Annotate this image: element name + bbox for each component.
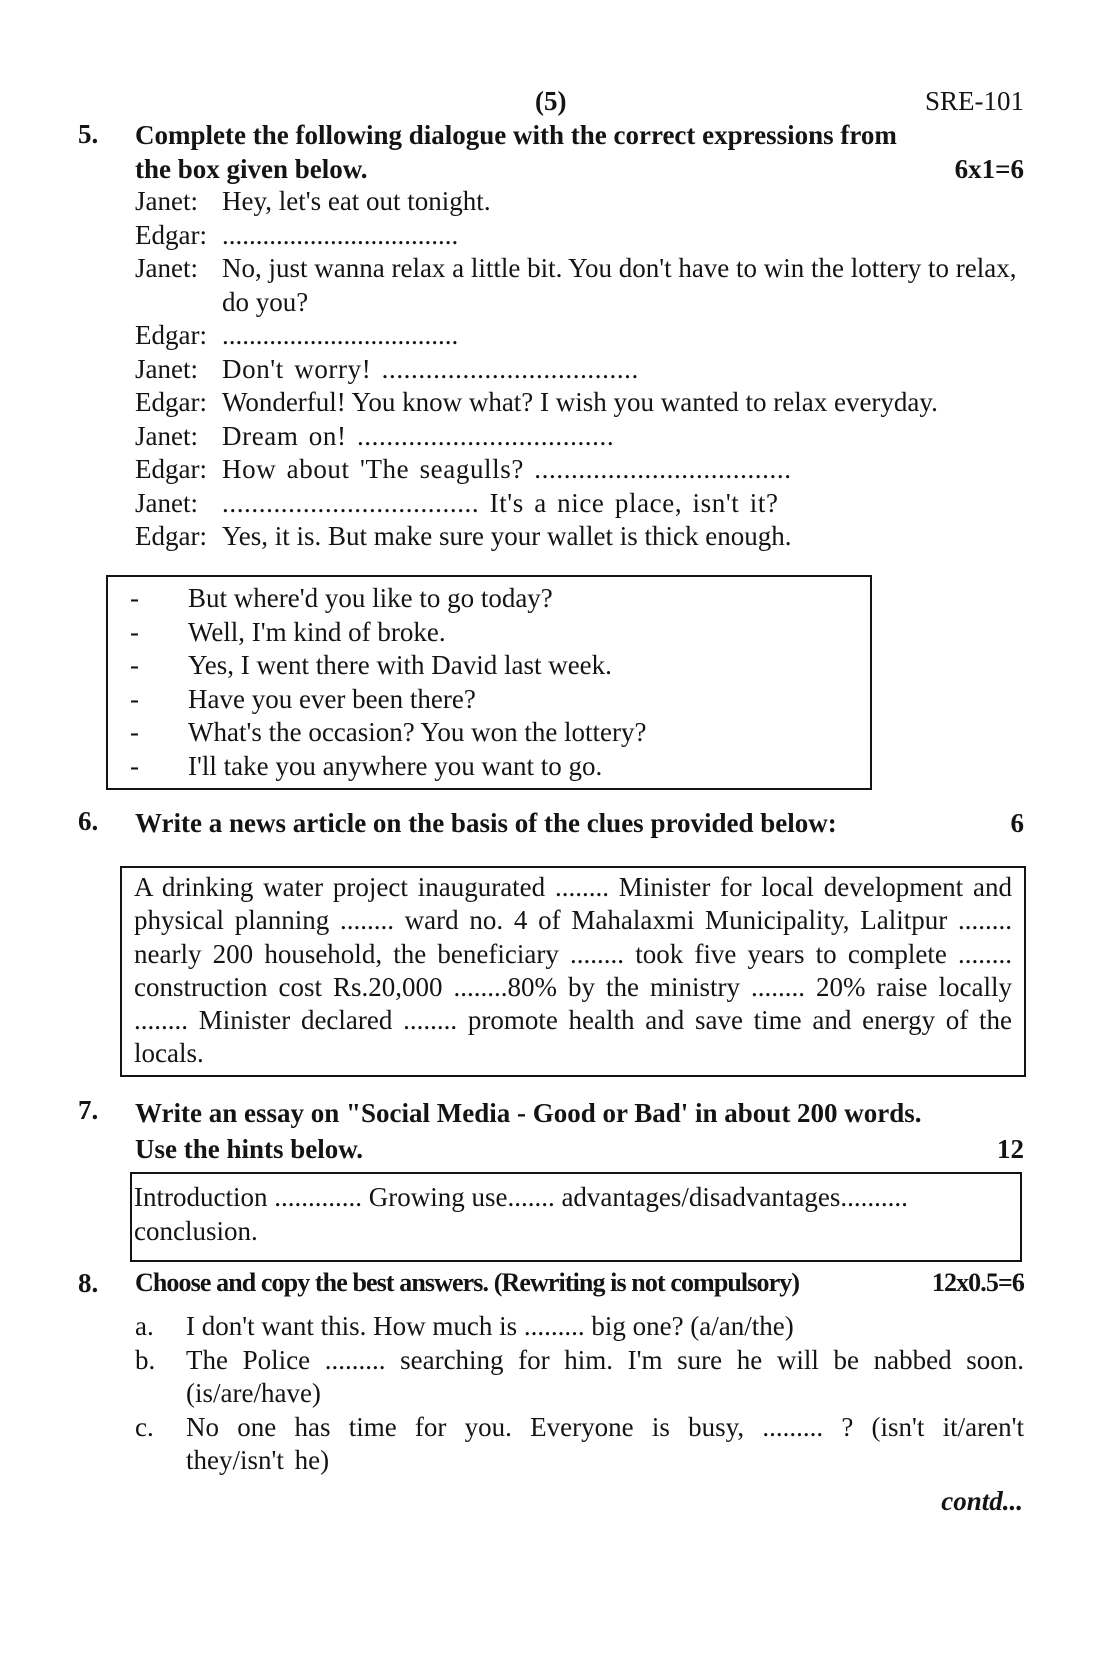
speaker: Edgar: <box>135 521 207 551</box>
question-title: Choose and copy the best answers. (Rewriting is not compulsory) <box>135 1268 800 1297</box>
question-title <box>135 1095 1024 1167</box>
speaker: Edgar: <box>135 219 207 250</box>
option-item <box>108 750 870 784</box>
dialogue-line <box>135 453 1024 487</box>
speaker: Janet: <box>135 487 198 518</box>
utterance: Hey, let's eat out tonight. <box>222 186 491 216</box>
option-item <box>108 582 870 616</box>
essay-hints-text: Introduction ............. Growing use....... advantages/disadvantages.......... conclusion. <box>134 1182 908 1246</box>
question-title <box>135 118 1024 186</box>
item-text: I don't want this. How much is ......... big one? (a/an/the) <box>186 1311 794 1341</box>
item-label: c. <box>135 1411 154 1442</box>
answer-item <box>135 1411 1024 1478</box>
dash-marker: - <box>130 616 139 647</box>
dash-marker: - <box>130 650 139 680</box>
dash-marker: - <box>130 717 139 747</box>
dash-marker: - <box>130 750 139 781</box>
speaker: Edgar: <box>135 387 207 417</box>
option-text: Yes, I went there with David last week. <box>188 650 612 680</box>
question-marks: 12 <box>997 1134 1024 1164</box>
question-title-line: Write an essay on "Social Media - Good or Bad' in about 200 words. <box>135 1098 922 1128</box>
page-number: (5) <box>535 86 567 116</box>
question-7 <box>78 1095 1024 1167</box>
option-text: Well, I'm kind of broke. <box>188 616 446 647</box>
question-title-line: Use the hints below. <box>135 1134 364 1164</box>
question-title-line: the box given below. <box>135 154 368 184</box>
answer-items <box>135 1310 1024 1478</box>
question-number: 8. <box>78 1268 99 1298</box>
utterance: ................................... It's a nice place, isn't it? <box>222 487 779 518</box>
speaker: Janet: <box>135 353 198 384</box>
question-number: 7. <box>78 1095 99 1125</box>
paper-code: SRE-101 <box>924 86 1024 116</box>
utterance: Yes, it is. But make sure your wallet is thick enough. <box>222 521 792 551</box>
dialogue-line <box>135 219 1024 253</box>
question-8 <box>78 1268 1024 1478</box>
dialogue-line <box>135 420 1024 454</box>
question-marks: 12x0.5=6 <box>931 1268 1024 1297</box>
speaker: Edgar: <box>135 320 207 350</box>
essay-hints-box <box>130 1172 1022 1262</box>
option-item <box>108 649 870 683</box>
option-text: I'll take you anywhere you want to go. <box>188 750 603 781</box>
dialogue-line <box>135 185 1024 219</box>
dialogue-line <box>135 386 1024 420</box>
speaker: Janet: <box>135 420 198 451</box>
option-item <box>108 716 870 750</box>
dialogue-line <box>135 353 1024 387</box>
utterance: Dream on! ................................... <box>222 420 615 451</box>
page-header <box>0 86 1103 122</box>
utterance: No, just wanna relax a little bit. You don't have to win the lottery to relax, do you? <box>222 253 1017 317</box>
question-title-line: Complete the following dialogue with the correct expressions from <box>135 120 897 150</box>
answer-item <box>135 1310 1024 1344</box>
dialogue-line <box>135 520 1024 554</box>
dialogue-line <box>135 252 1024 319</box>
utterance: ................................... <box>222 219 459 250</box>
option-item <box>108 683 870 717</box>
question-5 <box>78 118 1024 554</box>
question-title: Write a news article on the basis of the clues provided below: <box>135 808 837 838</box>
news-clues-box <box>120 866 1026 1077</box>
question-number: 6. <box>78 806 99 836</box>
utterance: Don't worry! ................................... <box>222 353 639 384</box>
item-label: a. <box>135 1311 154 1341</box>
option-item <box>108 616 870 650</box>
option-text: But where'd you like to go today? <box>188 583 553 613</box>
option-text: Have you ever been there? <box>188 683 476 714</box>
dialogue-line <box>135 487 1024 521</box>
speaker: Edgar: <box>135 454 207 484</box>
question-number: 5. <box>78 119 99 149</box>
dash-marker: - <box>130 683 139 714</box>
question-6 <box>78 806 1024 840</box>
question-marks: 6 <box>1010 808 1024 838</box>
option-text: What's the occasion? You won the lottery? <box>188 717 647 747</box>
item-label: b. <box>135 1344 156 1375</box>
continued-note: contd... <box>941 1486 1023 1516</box>
dash-marker: - <box>130 583 139 613</box>
news-clues-text: A drinking water project inaugurated ........ Minister for local development and physical planning ........ ward no. 4 of Mahalaxmi Municipality, Lalitpur ........ nearly 200 household, the beneficiary ........ took five years to complete ........ construction cost Rs.20,000 ........80% by the ministry ........ 20% raise locally ........ Minister declared ........ promote health and save time and energy of the locals. <box>134 872 1012 1069</box>
utterance: ................................... <box>222 320 459 350</box>
item-text: No one has time for you. Everyone is busy, ......... ? (isn't it/aren't they/isn't he) <box>186 1411 1024 1475</box>
item-text: The Police ......... searching for him. I'm sure he will be nabbed soon. (is/are/have) <box>186 1344 1024 1408</box>
utterance: Wonderful! You know what? I wish you wanted to relax everyday. <box>222 387 938 417</box>
question-marks: 6x1=6 <box>954 154 1024 184</box>
speaker: Janet: <box>135 186 198 216</box>
dialogue-line <box>135 319 1024 353</box>
answer-item <box>135 1344 1024 1411</box>
expressions-box <box>106 575 872 790</box>
dialogue <box>135 185 1024 554</box>
speaker: Janet: <box>135 253 198 283</box>
utterance: How about 'The seagulls? ................................... <box>222 454 792 484</box>
